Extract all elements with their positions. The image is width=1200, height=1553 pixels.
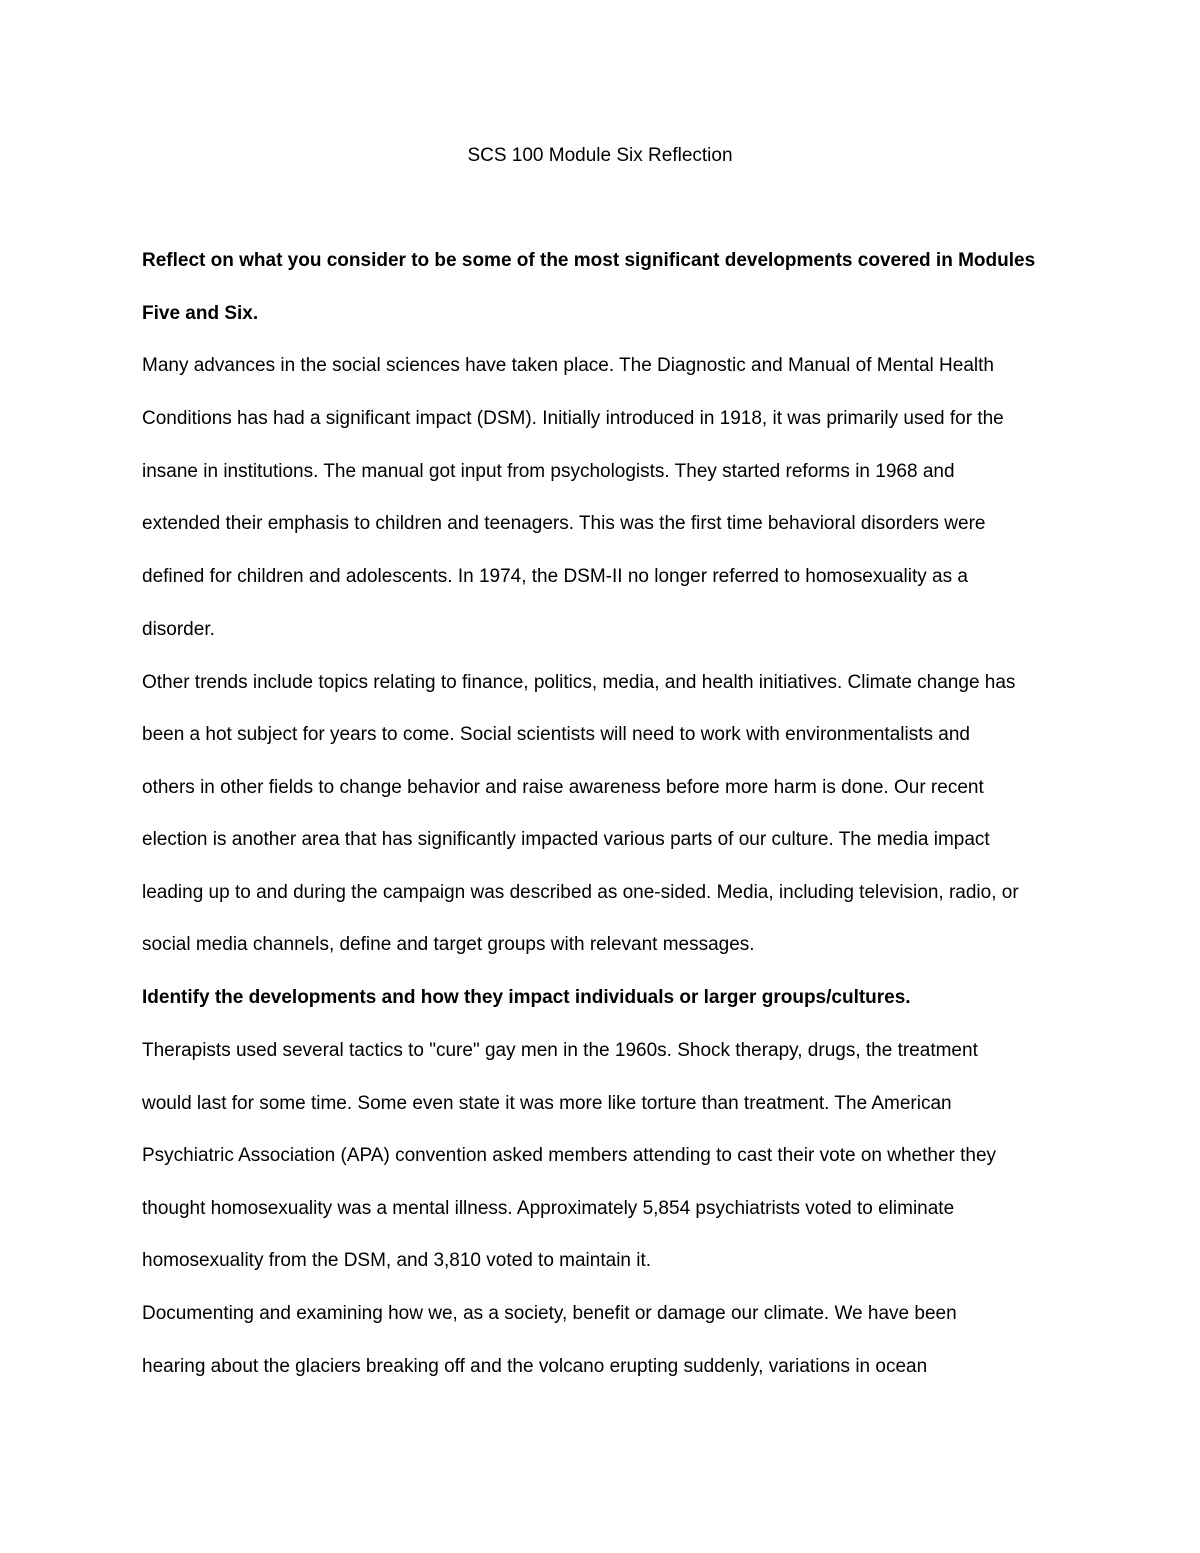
body-line: disorder. <box>142 619 215 640</box>
body-line: Documenting and examining how we, as a society, benefit or damage our climate. We have been <box>142 1303 957 1324</box>
body-line: social media channels, define and target groups with relevant messages. <box>142 934 755 955</box>
prompt-line: Five and Six. <box>142 303 259 324</box>
body-line: hearing about the glaciers breaking off and the volcano erupting suddenly, variations in ocean <box>142 1356 928 1377</box>
body-line: Other trends include topics relating to finance, politics, media, and health initiatives. Climate change has <box>142 672 1016 693</box>
prompt-line: Identify the developments and how they impact individuals or larger groups/cultures. <box>142 987 911 1008</box>
body-line: others in other fields to change behavior and raise awareness before more harm is done. Our recent <box>142 777 984 798</box>
body-line: insane in institutions. The manual got input from psychologists. They started reforms in 1968 and <box>142 461 955 482</box>
body-line: extended their emphasis to children and teenagers. This was the first time behavioral disorders were <box>142 513 986 534</box>
body-line: leading up to and during the campaign was described as one-sided. Media, including television, radio, or <box>142 882 1019 903</box>
body-line: thought homosexuality was a mental illness. Approximately 5,854 psychiatrists voted to eliminate <box>142 1198 955 1219</box>
body-line: Conditions has had a significant impact (DSM). Initially introduced in 1918, it was primarily used for the <box>142 408 1004 429</box>
document-title: SCS 100 Module Six Reflection <box>467 145 733 166</box>
body-line: election is another area that has significantly impacted various parts of our culture. The media impact <box>142 829 990 850</box>
body-line: Psychiatric Association (APA) convention asked members attending to cast their vote on whether they <box>142 1145 997 1166</box>
body-line: Therapists used several tactics to "cure" gay men in the 1960s. Shock therapy, drugs, the treatment <box>142 1040 978 1061</box>
prompt-line: Reflect on what you consider to be some of the most significant developments covered in Modules <box>142 250 1036 271</box>
body-line: would last for some time. Some even state it was more like torture than treatment. The American <box>142 1093 952 1114</box>
body-line: been a hot subject for years to come. Social scientists will need to work with environmentalists and <box>142 724 970 745</box>
body-line: defined for children and adolescents. In 1974, the DSM-II no longer referred to homosexuality as a <box>142 566 968 587</box>
body-line: Many advances in the social sciences have taken place. The Diagnostic and Manual of Mental Health <box>142 355 994 376</box>
body-line: homosexuality from the DSM, and 3,810 voted to maintain it. <box>142 1250 652 1271</box>
